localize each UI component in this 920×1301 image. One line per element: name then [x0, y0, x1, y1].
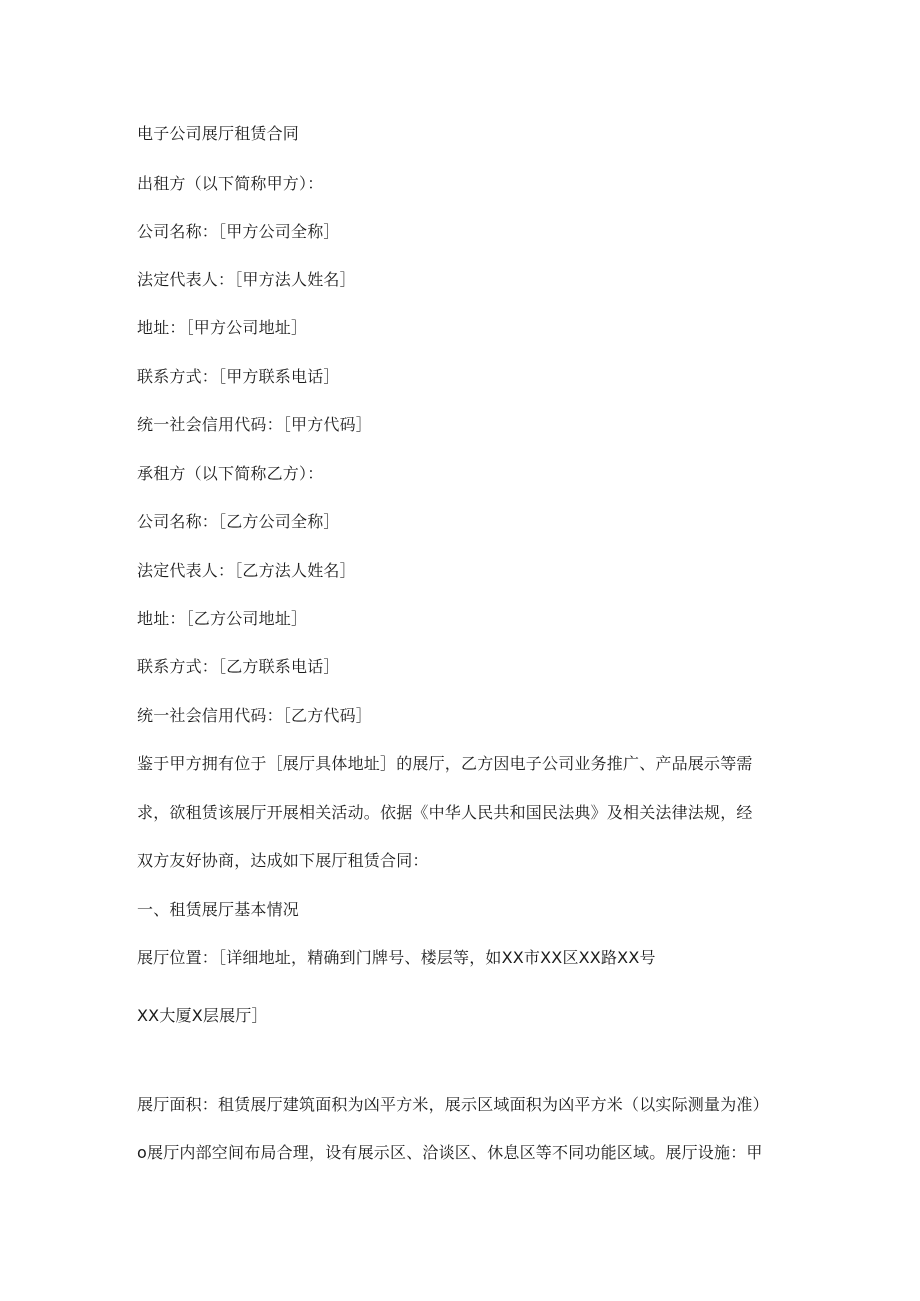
location-line: XX大厦X层展厅］	[137, 1006, 268, 1025]
lessor-contact: 联系方式：［甲方联系电话］	[137, 367, 340, 386]
area-line: o展厅内部空间布局合理，设有展示区、洽谈区、休息区等不同功能区域。展厅设施：甲	[137, 1143, 763, 1162]
lessee-contact: 联系方式：［乙方联系电话］	[137, 657, 340, 676]
location-line: 展厅位置：［详细地址，精确到门牌号、楼层等，如XX市XX区XX路XX号	[137, 948, 656, 967]
lessee-legal-rep: 法定代表人：［乙方法人姓名］	[137, 561, 356, 580]
lessor-legal-rep: 法定代表人：［甲方法人姓名］	[137, 270, 356, 289]
lessee-heading: 承租方（以下简称乙方）：	[137, 464, 324, 483]
preamble-line: 求，欲租赁该展厅开展相关活动。依据《中华人民共和国民法典》及相关法律法规，经	[137, 803, 753, 822]
document-title: 电子公司展厅租赁合同	[137, 124, 300, 143]
preamble-line: 双方友好协商，达成如下展厅租赁合同：	[137, 851, 429, 870]
lessee-company: 公司名称：［乙方公司全称］	[137, 512, 340, 531]
lessor-heading: 出租方（以下简称甲方）：	[137, 174, 324, 193]
lessee-address: 地址：［乙方公司地址］	[137, 609, 308, 628]
lessor-address: 地址：［甲方公司地址］	[137, 318, 308, 337]
lessee-credit-code: 统一社会信用代码：［乙方代码］	[137, 706, 373, 725]
lessor-credit-code: 统一社会信用代码：［甲方代码］	[137, 415, 373, 434]
section-heading: 一、租赁展厅基本情况	[137, 900, 300, 919]
lessor-company: 公司名称：［甲方公司全称］	[137, 222, 340, 241]
preamble-line: 鉴于甲方拥有位于［展厅具体地址］的展厅，乙方因电子公司业务推广、产品展示等需	[137, 754, 753, 773]
area-line: 展厅面积：租赁展厅建筑面积为凶平方米，展示区域面积为凶平方米（以实际测量为准）	[137, 1095, 769, 1114]
